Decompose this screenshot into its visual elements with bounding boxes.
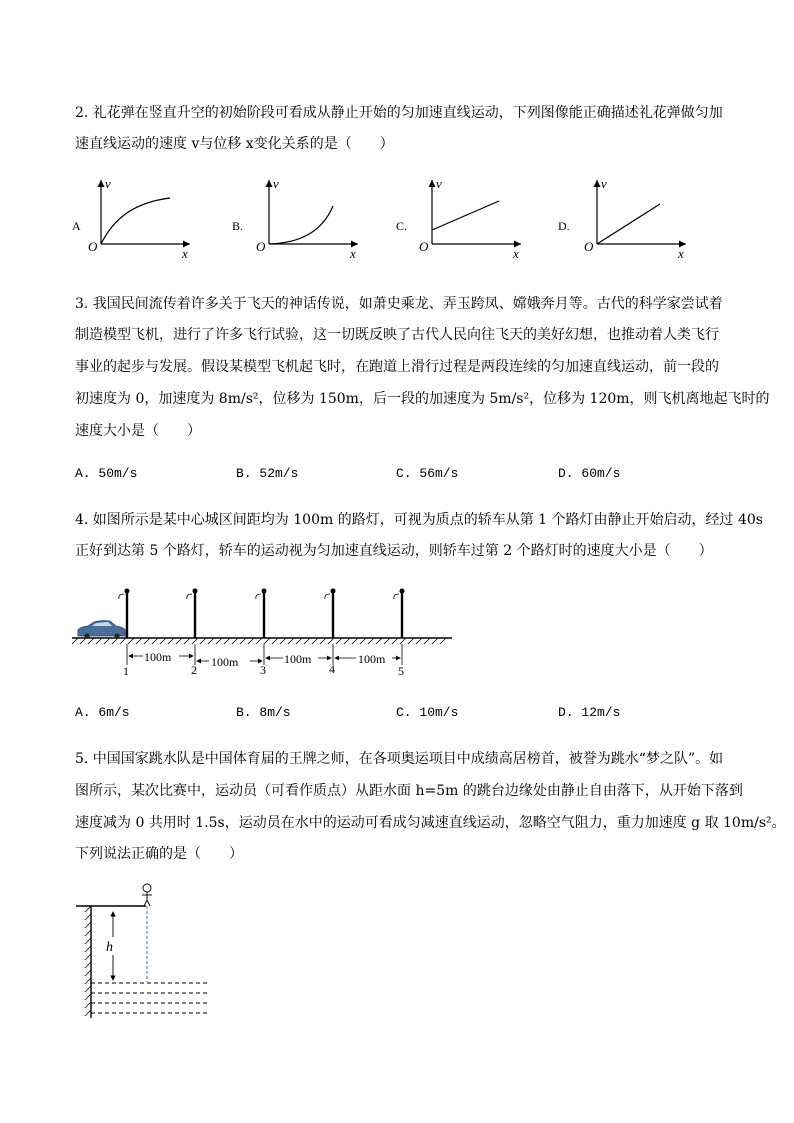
lamp-number-1: 1: [123, 664, 129, 678]
graph-b-curve: [269, 206, 333, 244]
graph-c: [396, 176, 521, 261]
lamp-post-5: [394, 589, 405, 639]
q3-text-line-1: 3. 我国民间流传着许多关于飞天的神话传说，如萧史乘龙、弄玉跨凤、嫦娥奔月等。古代的科学家尝试着: [75, 296, 723, 312]
graph-d-origin: O: [584, 239, 594, 254]
lamp-number-2: 2: [191, 663, 197, 677]
graph-d: [558, 176, 686, 261]
lamp-number-3: 3: [260, 663, 266, 677]
graph-d-label: D.: [558, 219, 570, 233]
graph-a-ylabel: v: [105, 176, 111, 191]
diver-icon: [142, 884, 152, 906]
q5-diving-diagram: [0, 875, 794, 1025]
graph-c-line: [432, 201, 499, 230]
graph-b-label: B.: [232, 219, 244, 233]
lamp-post-2: [187, 589, 198, 639]
graph-d-xlabel: x: [678, 246, 684, 261]
car-icon: [78, 621, 126, 639]
water-surface: [91, 983, 207, 1013]
q3-text-line-4: 初速度为 0，加速度为 8m/s²，位移为 150m，后一段的加速度为 5m/s²，位移为 120m，则飞机离地起飞时的: [75, 391, 770, 407]
lamp-post-3: [256, 589, 267, 639]
q3-text-line-5: 速度大小是（ ）: [75, 423, 201, 439]
graph-a: [72, 176, 190, 261]
q2-text-line-2: 速直线运动的速度 v与位移 x变化关系的是（ ）: [75, 136, 394, 152]
q4-option-b[interactable]: B. 8m/s: [236, 705, 291, 720]
graph-b: [232, 176, 358, 261]
q2-text-line-1: 2. 礼花弹在竖直升空的初始阶段可看成从静止开始的匀加速直线运动，下列图像能正确描述礼花弹做匀加: [75, 105, 723, 121]
q4-option-a[interactable]: A. 6m/s: [75, 705, 130, 720]
wall-hatching: [85, 906, 91, 1016]
spacing-label-4: 100m: [358, 652, 386, 666]
graph-b-xlabel: x: [350, 246, 356, 261]
q3-option-c[interactable]: C. 56m/s: [396, 466, 459, 481]
q3-text-line-3: 事业的起步与发展。假设某模型飞机起飞时，在跑道上滑行过程是两段连续的匀加速直线运动，前一段的: [75, 359, 719, 375]
q4-option-c[interactable]: C. 10m/s: [396, 705, 459, 720]
graph-a-xlabel: x: [182, 246, 188, 261]
q4-text-line-1: 4. 如图所示是某中心城区间距均为 100m 的路灯，可视为质点的轿车从第 1 个路灯由静止开始启动，经过 40s: [75, 512, 763, 528]
graph-a-curve: [101, 198, 170, 244]
graph-d-line: [597, 204, 660, 244]
q5-text-line-2: 图所示，某次比赛中，运动员（可看作质点）从距水面 h=5m 的跳台边缘处由静止自由落下，从开始下落到: [75, 783, 743, 799]
graph-b-origin: O: [256, 239, 266, 254]
graph-c-ylabel: v: [436, 176, 442, 191]
graph-c-label: C.: [396, 219, 408, 233]
graph-c-origin: O: [419, 239, 429, 254]
spacing-label-3: 100m: [284, 652, 312, 666]
height-label: h: [106, 940, 113, 955]
q3-option-a[interactable]: A. 50m/s: [75, 466, 138, 481]
q5-text-line-4: 下列说法正确的是（ ）: [75, 846, 243, 862]
graph-d-ylabel: v: [601, 176, 607, 191]
lamp-number-4: 4: [329, 662, 335, 676]
graph-a-origin: O: [88, 239, 98, 254]
graph-a-label: A: [72, 219, 81, 233]
graph-b-ylabel: v: [273, 176, 279, 191]
q4-option-d[interactable]: D. 12m/s: [558, 705, 621, 720]
q3-text-line-2: 制造模型飞机，进行了许多飞行试验，这一切既反映了古代人民向往飞天的美好幻想，也推动着人类飞行: [75, 327, 719, 343]
q3-option-b[interactable]: B. 52m/s: [236, 466, 299, 481]
q2-graphs: [0, 170, 794, 270]
road-hatching: [72, 638, 446, 644]
lamp-post-4: [325, 589, 336, 639]
q5-text-line-3: 速度减为 0 共用时 1.5s，运动员在水中的运动可看成匀减速直线运动，忽略空气阻力，重力加速度 g 取 10m/s²。: [75, 815, 786, 831]
q5-text-line-1: 5. 中国国家跳水队是中国体育届的王牌之师，在各项奥运项目中成绩高居榜首，被誉为跳水“梦之队”。如: [75, 751, 724, 767]
q4-text-line-2: 正好到达第 5 个路灯，轿车的运动视为匀加速直线运动，则轿车过第 2 个路灯时的速度大小是（ ）: [75, 543, 713, 559]
lamp-number-5: 5: [398, 664, 404, 678]
q3-option-d[interactable]: D. 60m/s: [558, 466, 621, 481]
q4-streetlight-diagram: [0, 580, 794, 680]
spacing-label-1: 100m: [144, 650, 172, 664]
graph-c-xlabel: x: [513, 246, 519, 261]
spacing-label-2: 100m: [211, 655, 239, 669]
